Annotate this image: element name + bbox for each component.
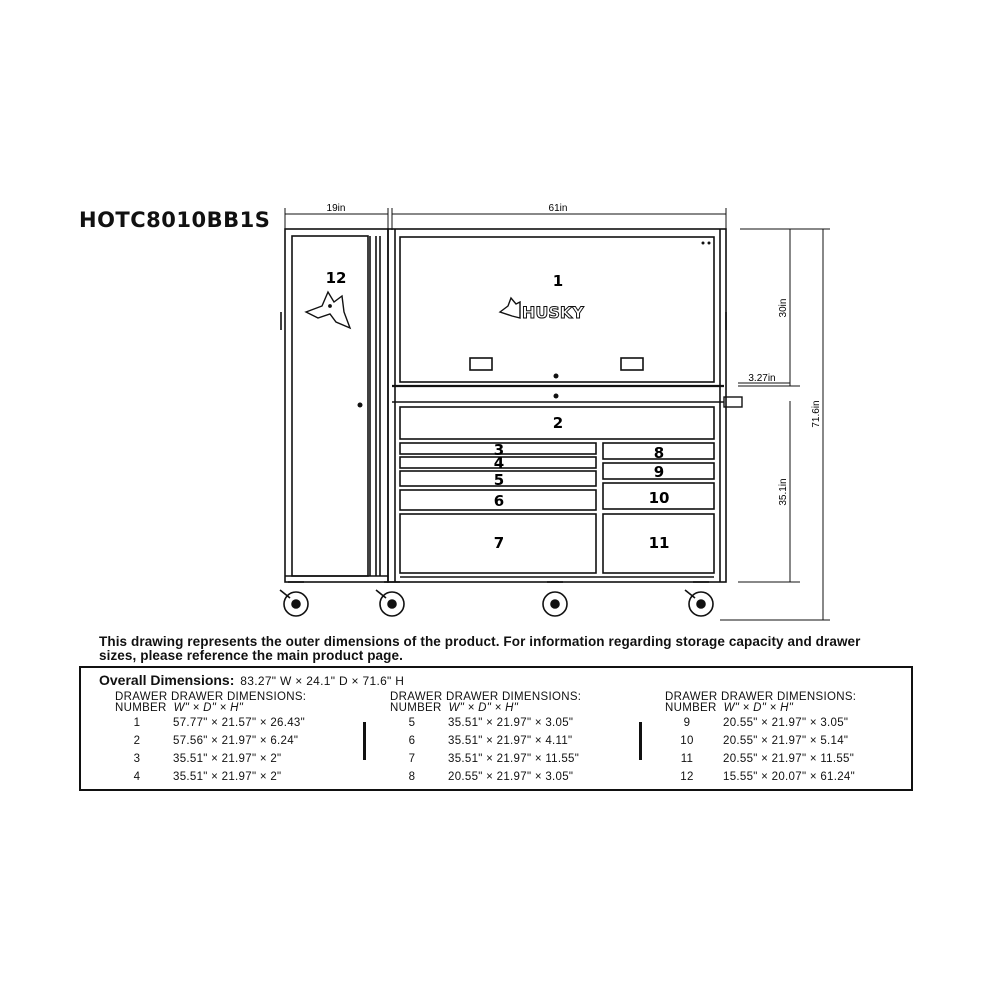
husky-logo-icon — [500, 298, 520, 318]
header-number: NUMBER — [665, 702, 717, 714]
total-height-label: 71.6in — [811, 400, 822, 428]
table-row: 7 35.51" × 21.97" × 11.55" — [408, 753, 580, 765]
drawer-label-1: 1 — [552, 272, 564, 290]
drawer-label-12: 12 — [325, 269, 347, 287]
drawer-label-9: 9 — [653, 463, 665, 481]
drawer-label-7: 7 — [493, 534, 505, 552]
model-number: HOTC8010BB1S — [79, 208, 271, 232]
overall-value: 83.27" W × 24.1" D × 71.6" H — [240, 674, 405, 688]
header-dims: W" × D" × H" — [723, 702, 794, 714]
table-row: 3 35.51" × 21.97" × 2" — [133, 753, 282, 765]
bottom-height-label: 35.1in — [778, 478, 789, 506]
overall-label: Overall Dimensions: — [99, 672, 235, 688]
table-row: 12 15.55" × 20.07" × 61.24" — [680, 771, 855, 783]
column-header: DRAWER DRAWER DIMENSIONS: — [390, 691, 582, 703]
drawer-label-6: 6 — [493, 492, 505, 510]
husky-dog-icon — [306, 292, 350, 328]
table-row: 4 35.51" × 21.97" × 2" — [133, 771, 282, 783]
table-column-2 — [390, 692, 581, 786]
drawer-label-3: 3 — [493, 441, 505, 459]
table-row: 10 20.55" × 21.97" × 5.14" — [680, 735, 849, 747]
top-height-label: 30in — [778, 298, 789, 318]
drawer-label-2: 2 — [552, 414, 564, 432]
brand-logo-text: HUSKY — [522, 303, 584, 322]
overall-dimensions — [99, 672, 404, 688]
table-row: 9 20.55" × 21.97" × 3.05" — [683, 717, 849, 729]
table-row: 6 35.51" × 21.97" × 4.11" — [408, 735, 573, 747]
drawer-label-10: 10 — [648, 489, 670, 507]
side-width-label: 19in — [326, 203, 346, 214]
table-row: 2 57.56" × 21.97" × 6.24" — [133, 735, 299, 747]
table-column-1 — [115, 692, 306, 786]
dimensions-table — [79, 666, 913, 791]
table-row: 11 20.55" × 21.97" × 11.55" — [680, 753, 855, 765]
column-header: DRAWER DRAWER DIMENSIONS: — [115, 691, 307, 703]
handle-depth-label: 3.27in — [748, 373, 776, 384]
drawing-note: This drawing represents the outer dimensions of the product. For information regarding storage capacity and drawer sizes, please reference the main product page. — [99, 634, 861, 663]
table-row: 8 20.55" × 21.97" × 3.05" — [408, 771, 574, 783]
drawer-label-8: 8 — [653, 444, 665, 462]
column-divider — [639, 722, 642, 760]
drawer-label-5: 5 — [493, 471, 505, 489]
header-number: NUMBER — [115, 702, 167, 714]
drawer-label-4: 4 — [493, 454, 505, 472]
table-row: 1 57.77" × 21.57" × 26.43" — [133, 717, 305, 729]
column-header: DRAWER DRAWER DIMENSIONS: — [665, 691, 857, 703]
header-number: NUMBER — [390, 702, 442, 714]
table-row: 5 35.51" × 21.97" × 3.05" — [408, 717, 574, 729]
header-dims: W" × D" × H" — [173, 702, 244, 714]
table-column-3 — [665, 692, 856, 786]
main-width-label: 61in — [548, 203, 568, 214]
header-dims: W" × D" × H" — [448, 702, 519, 714]
drawer-label-11: 11 — [648, 534, 670, 552]
column-divider — [363, 722, 366, 760]
